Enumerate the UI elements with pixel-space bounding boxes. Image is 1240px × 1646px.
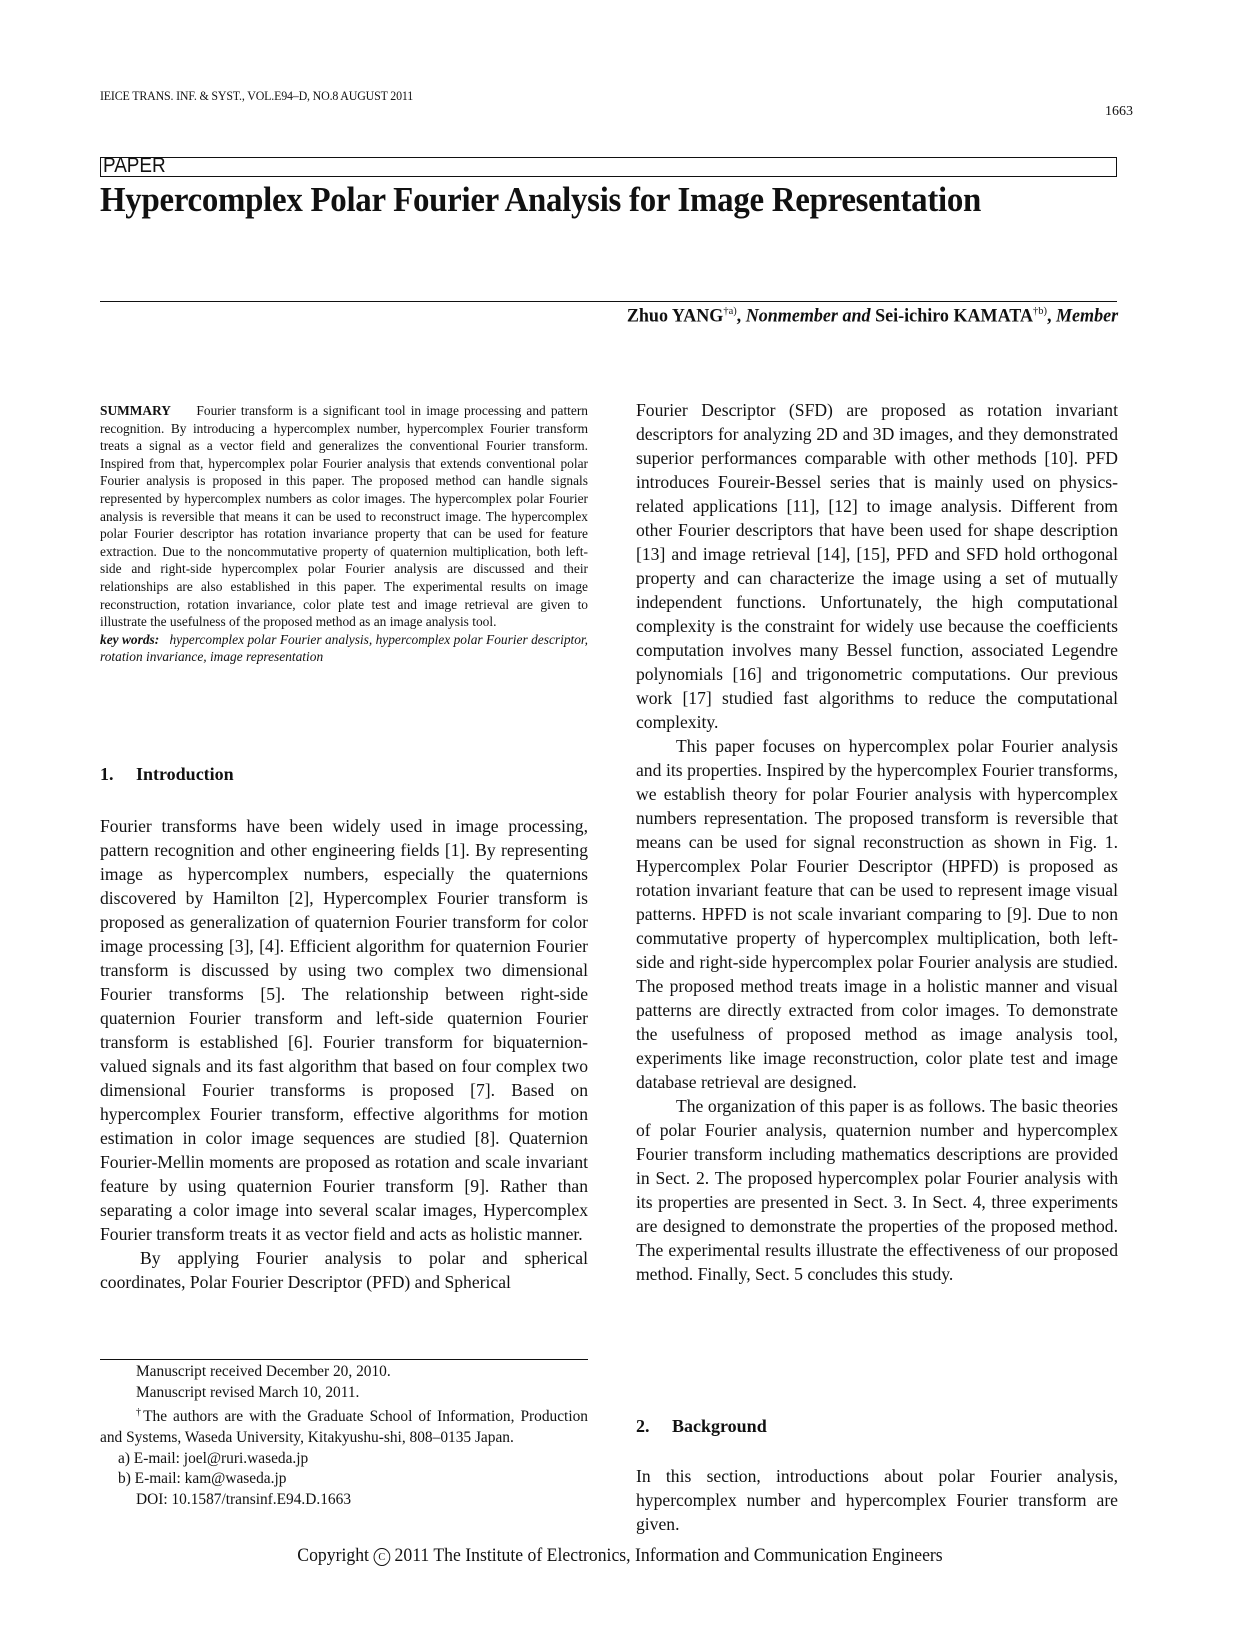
section-number: 1.: [100, 764, 114, 784]
author-2-name: Sei-ichiro KAMATA: [874, 305, 1033, 327]
section-heading-introduction: [100, 764, 234, 785]
footnote-email-a: a) E-mail: joel@ruri.waseda.jp: [118, 1449, 309, 1467]
author-1-affiliation-mark: †a): [723, 305, 737, 317]
running-head: IEICE TRANS. INF. & SYST., VOL.E94–D, NO.8 AUGUST 2011: [100, 88, 414, 103]
introduction-left-text: [100, 814, 588, 1294]
page-number: 1663: [1105, 104, 1133, 119]
copyright-footer: Copyright C 2011 The Institute of Electronics, Information and Communication Engineers: [297, 1545, 943, 1566]
paragraph: This paper focuses on hypercomplex polar Fourier analysis and its properties. Inspired by the hypercomplex Fourier transforms, we establish theory for polar Fourier analysis with hypercomplex numbers representation. The proposed transform is reversible that means can be used for signal reconstruction as shown in Fig. 1. Hypercomplex Polar Fourier Descriptor (HPFD) is proposed as rotation invariant feature that can be used to represent image visual patterns. HPFD is not scale invariant comparing to [9]. Due to non commutative property of hypercomplex multiplication, both left-side and right-side hypercomplex polar Fourier analysis are studied. The proposed method treats image in a holistic manner and visual patterns are directly extracted from color images. To demonstrate the usefulness of proposed method as image analysis tool, experiments like image reconstruction, color plate test and image database retrieval are designed.: [636, 736, 1118, 1092]
dagger-mark: †: [136, 1407, 144, 1419]
footnote-rule: [100, 1359, 588, 1360]
footnotes: [100, 1362, 588, 1510]
paper-type-box: [100, 157, 1117, 177]
background-text: [636, 1464, 1118, 1536]
introduction-right-text: [636, 398, 1118, 1286]
section-title: Introduction: [136, 764, 234, 784]
paper-type-label: PAPER: [103, 154, 166, 177]
author-conjunction: and: [842, 305, 871, 327]
section-number: 2.: [636, 1416, 650, 1436]
footnote-doi: DOI: 10.1587/transinf.E94.D.1663: [136, 1490, 352, 1508]
author-1-membership: Nonmember: [745, 305, 838, 327]
section-heading-background: [636, 1416, 767, 1437]
keywords-text: hypercomplex polar Fourier analysis, hypercomplex polar Fourier descriptor, rotation invariance, image representation: [100, 631, 589, 665]
footnote-affiliation: †The authors are with the Graduate School of Information, Production and Systems, Waseda University, Kitakyushu-shi, 808–0135 Japan.: [100, 1407, 589, 1446]
title-rule: [100, 301, 1117, 302]
keywords: [100, 631, 588, 666]
footnote-revised: Manuscript revised March 10, 2011.: [136, 1383, 360, 1401]
section-title: Background: [672, 1416, 767, 1436]
paragraph: The organization of this paper is as follows. The basic theories of polar Fourier analysis, quaternion number and hypercomplex Fourier transform including mathematics descriptions are provided in Sect. 2. The proposed hypercomplex polar Fourier analysis with its properties are presented in Sect. 3. In Sect. 4, three experiments are designed to demonstrate the properties of the proposed method. The experimental results illustrate the effectiveness of our proposed method. Finally, Sect. 5 concludes this study.: [636, 1096, 1118, 1284]
paragraph: Fourier transforms have been widely used in image processing, pattern recognition and other engineering fields [1]. By representing image as hypercomplex numbers, especially the quaternions discovered by Hamilton [2], Hypercomplex Fourier transform is proposed as generalization of quaternion Fourier transform for color image processing [3], [4]. Efficient algorithm for quaternion Fourier transform is discussed by using two complex two dimensional Fourier transforms [5]. The relationship between right-side quaternion Fourier transform and left-side quaternion Fourier transform is established [6]. Fourier transform for biquaternion-valued signals and its fast algorithm that based on four complex two dimensional Fourier transforms is proposed [7]. Based on hypercomplex Fourier transform, effective algorithms for motion estimation in color image sequences are studied [8]. Quaternion Fourier-Mellin moments are proposed as rotation and scale invariant feature by using quaternion Fourier transform [9]. Rather than separating a color image into several scalar images, Hypercomplex Fourier transform treats it as vector field and acts as holistic manner.: [100, 816, 588, 1244]
footnote-received: Manuscript received December 20, 2010.: [136, 1363, 391, 1380]
author-1-name: Zhuo YANG: [626, 305, 724, 327]
summary-text: Fourier transform is a significant tool in image processing and pattern recognition. By introducing a hypercomplex number, hypercomplex Fourier transform treats a signal as a vector field and generalizes the conventional Fourier transform. Inspired from that, hypercomplex polar Fourier analysis that extends conventional polar Fourier analysis is proposed in this paper. The proposed method can handle signals represented by hypercomplex numbers as color images. The hypercomplex polar Fourier analysis is reversible that means it can be used to reconstruct image. The hypercomplex polar Fourier descriptor has rotation invariance property that can be used for feature extraction. Due to the noncommutative property of quaternion multiplication, both left-side and right-side hypercomplex polar Fourier analysis are discussed and their relationships are also established in this paper. The experimental results on image reconstruction, rotation invariance, color plate test and image retrieval are given to illustrate the usefulness of the proposed method as an image analysis tool.: [100, 403, 588, 630]
paper-title: Hypercomplex Polar Fourier Analysis for Image Representation: [100, 180, 982, 219]
footnote-email-b: b) E-mail: kam@waseda.jp: [118, 1470, 287, 1488]
author-line: Zhuo YANG$^{\dagger a)}$, Nonmember and Sei-ichiro KAMATA$^{\dagger b)}$, Member: [626, 305, 1118, 327]
abstract: [100, 402, 588, 631]
paragraph: By applying Fourier analysis to polar and spherical coordinates, Polar Fourier Descriptor (PFD) and Spherical: [100, 1248, 588, 1292]
author-2-membership: Member: [1055, 305, 1118, 327]
copyright-icon: C: [373, 1548, 390, 1566]
author-2-affiliation-mark: †b): [1032, 305, 1047, 317]
paragraph: Fourier Descriptor (SFD) are proposed as rotation invariant descriptors for analyzing 2D and 3D images, and they demonstrated superior performances comparable with other methods [10]. PFD introduces Foureir-Bessel series that is mainly used on physics-related applications [11], [12] to image analysis. Different from other Fourier descriptors that have been used for shape description [13] and image retrieval [14], [15], PFD and SFD hold orthogonal property and can characterize the image using a set of mutually independent functions. Unfortunately, the high computational complexity is the constraint for widely use because the coefficients computation involves many Bessel function, associated Legendre polynomials [16] and trigonometric computations. Our previous work [17] studied fast algorithms to reduce the computational complexity.: [636, 400, 1118, 732]
keywords-label: key words:: [100, 631, 160, 647]
summary-label: SUMMARY: [100, 403, 171, 418]
paragraph: In this section, introductions about polar Fourier analysis, hypercomplex number and hypercomplex Fourier transform are given.: [636, 1466, 1118, 1534]
summary-block: [100, 402, 588, 666]
